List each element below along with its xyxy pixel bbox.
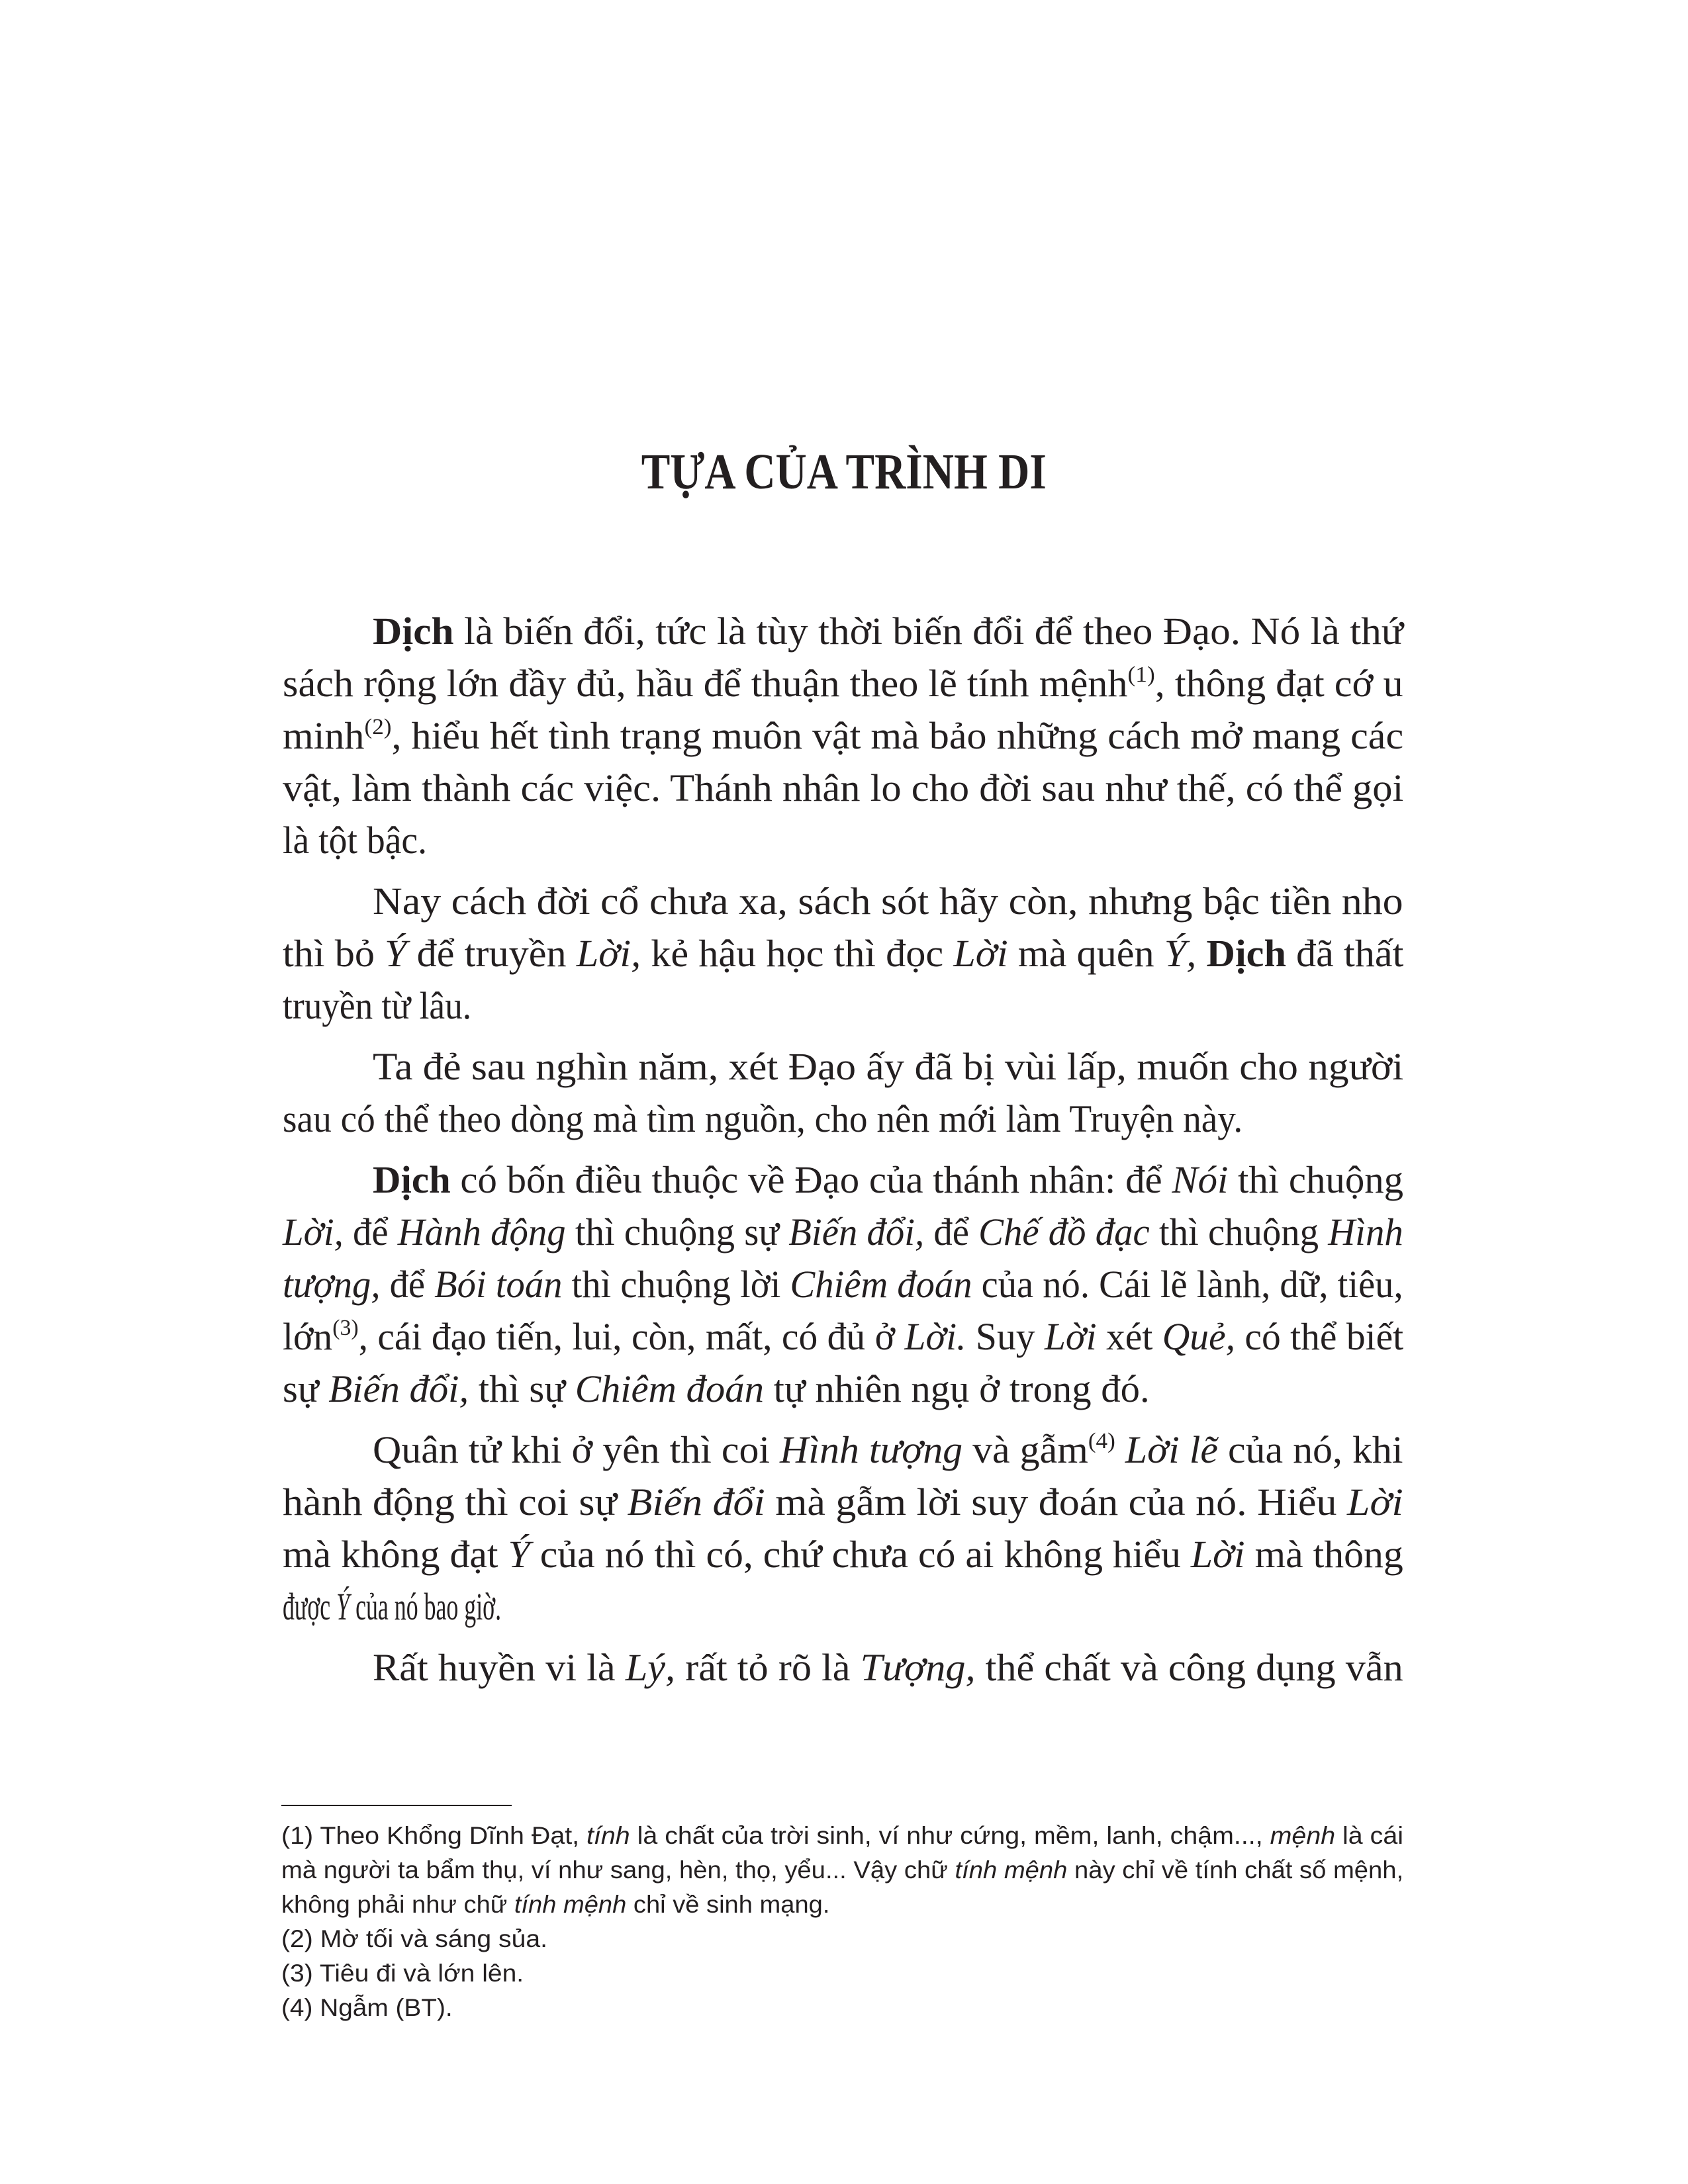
text-run: không phải như chữ [281, 1891, 514, 1918]
body-line [283, 709, 1403, 762]
italic-term: Ý [385, 932, 407, 975]
body-line [373, 875, 1403, 927]
italic-term: Lời [1346, 1480, 1403, 1524]
italic-term: tượng, [283, 1263, 381, 1306]
body-line [283, 1476, 1403, 1528]
italic-term: Tượng, [860, 1646, 976, 1689]
text-run: có bốn điều thuộc về Đạo của thánh nhân: để [450, 1158, 1172, 1201]
italic-term: tính [586, 1822, 630, 1849]
text-run: thể chất và công dụng vẫn [975, 1646, 1403, 1689]
text-run: để truyền [406, 932, 577, 975]
text-run: để [380, 1263, 435, 1306]
italic-term: Hành động [397, 1210, 566, 1253]
italic-term: Lời. [904, 1315, 966, 1358]
italic-term: Lý, [625, 1646, 676, 1689]
text-run: tự nhiên ngụ ở trong đó. [763, 1367, 1150, 1410]
italic-term: Hình [1328, 1210, 1403, 1253]
body-line [283, 1310, 1403, 1363]
text-run: là tột bậc. [283, 819, 428, 862]
italic-term: tính mệnh [955, 1856, 1068, 1884]
text-run: hành động thì coi sự [283, 1480, 628, 1524]
italic-term: Ý [336, 1585, 350, 1628]
italic-term: Chiêm đoán [575, 1367, 764, 1410]
text-run: , cái đạo tiến, lui, còn, mất, có đủ ở [358, 1315, 905, 1358]
italic-term: Lời, [576, 932, 641, 975]
text-run: là cái [1335, 1822, 1403, 1849]
text-run: chỉ về sinh mạng. [626, 1891, 830, 1918]
body-line [283, 1206, 1403, 1258]
footnote-1-line [281, 1888, 829, 1922]
text-run: mà thông [1244, 1533, 1403, 1576]
text-run: thì chuộng sự [565, 1210, 789, 1253]
text-run: thì sự [469, 1367, 575, 1410]
text-run: sự [283, 1367, 329, 1410]
text-run: , thông đạt cớ u [1154, 662, 1403, 705]
text-run: này chỉ về tính chất số mệnh, [1067, 1856, 1404, 1884]
text-run: thì chuộng [1228, 1158, 1404, 1201]
text-run: minh [283, 714, 365, 757]
body-line [283, 1528, 1403, 1580]
italic-term: Biến đổi, [328, 1367, 469, 1410]
text-run: là biến đổi, tức là tùy thời biến đổi để theo Đạo. Nó là thứ [453, 610, 1403, 653]
page-title-text: TỰA CỦA TRÌNH DI [641, 444, 1047, 500]
text-run: mà gẫm lời suy đoán của nó. Hiểu [765, 1480, 1347, 1524]
body-line [373, 1040, 1403, 1093]
body-line [283, 979, 471, 1032]
text-run: Rất huyền vi là [373, 1646, 626, 1689]
body-line [283, 657, 1403, 709]
footnote-separator [281, 1805, 512, 1806]
text-run: và gẫm [962, 1428, 1088, 1471]
italic-term: Lời [1044, 1315, 1097, 1358]
text-run: của nó bao giờ. [350, 1585, 502, 1628]
text-run: Ta đẻ sau nghìn năm, xét Đạo ấy đã bị vùi lấp, muốn cho người [373, 1045, 1404, 1088]
italic-term: Lời [953, 932, 1008, 975]
text-run: lớn [283, 1315, 333, 1358]
italic-term: tính mệnh [514, 1891, 627, 1918]
text-run: xét [1096, 1315, 1162, 1358]
body-line [283, 814, 427, 866]
text-run: Quân tử khi ở yên thì coi [373, 1428, 780, 1471]
italic-term: Chiêm đoán [790, 1263, 972, 1306]
italic-term: Quẻ, [1162, 1315, 1236, 1358]
text-run: (4) Ngẫm (BT). [281, 1994, 453, 2021]
italic-term: Lời [1190, 1533, 1245, 1576]
text-run: thì chuộng [1149, 1210, 1329, 1253]
body-line [283, 1580, 501, 1633]
text-run: , hiểu hết tình trạng muôn vật mà bảo những cách mở mang các [391, 714, 1404, 757]
text-run: (2) Mờ tối và sáng sủa. [281, 1925, 548, 1952]
footnote-ref[interactable]: (4) [1088, 1429, 1115, 1453]
italic-term: Ý [508, 1533, 530, 1576]
body-line [283, 1258, 1403, 1310]
text-run: thì bỏ [283, 932, 385, 975]
text-run: (3) Tiêu đi và lớn lên. [281, 1960, 524, 1987]
body-line [283, 762, 1403, 814]
italic-term: Lời lẽ [1125, 1428, 1218, 1471]
text-run: Nay cách đời cổ chưa xa, sách sót hãy còn, nhưng bậc tiền nho [373, 880, 1403, 923]
footnote-1-line [281, 1819, 1403, 1853]
body-line [373, 1424, 1403, 1476]
italic-term: Chế đồ đạc [978, 1210, 1150, 1253]
bold-term: Dịch [373, 610, 454, 653]
text-run: (1) Theo Khổng Dĩnh Đạt, [281, 1822, 587, 1849]
footnote-1-line [281, 1853, 1403, 1888]
italic-term: Hình tượng [780, 1428, 963, 1471]
text-run: thì chuộng lời [562, 1263, 790, 1306]
text-run: để [924, 1210, 979, 1253]
italic-term: Nói [1172, 1158, 1229, 1201]
text-run: sách rộng lớn đầy đủ, hầu để thuận theo lẽ tính mệnh [283, 662, 1128, 705]
footnote-ref[interactable]: (3) [332, 1316, 359, 1340]
text-run: để [343, 1210, 398, 1253]
footnote-4 [281, 1991, 453, 2025]
italic-term: mệnh [1270, 1822, 1336, 1849]
bold-term: Dịch [1206, 932, 1286, 975]
text-run: Suy [966, 1315, 1045, 1358]
text-run [1115, 1428, 1125, 1471]
text-run: vật, làm thành các việc. Thánh nhân lo cho đời sau như thế, có thể gọi [283, 766, 1404, 809]
body-line [283, 927, 1403, 979]
body-line [373, 1641, 1403, 1694]
body-line [283, 1093, 1243, 1145]
text-run: có thể biết [1235, 1315, 1404, 1358]
italic-term: Biến đổi [627, 1480, 765, 1524]
text-run: mà người ta bẩm thụ, ví như sang, hèn, thọ, yểu... Vậy chữ [281, 1856, 955, 1884]
footnote-3 [281, 1956, 524, 1991]
italic-term: Biến đổi, [788, 1210, 925, 1253]
text-run: sau có thể theo dòng mà tìm nguồn, cho nên mới làm Truyện này. [283, 1097, 1243, 1140]
italic-term: Lời, [283, 1210, 344, 1253]
body-line [373, 605, 1403, 657]
footnote-2 [281, 1922, 547, 1956]
text-run: rất tỏ rõ là [675, 1646, 861, 1689]
text-run: được [283, 1585, 337, 1628]
text-run: của nó. Cái lẽ lành, dữ, tiêu, [972, 1263, 1403, 1306]
text-run: đã thất [1286, 932, 1404, 975]
bold-term: Dịch [373, 1158, 451, 1201]
text-run: của nó, khi [1217, 1428, 1403, 1471]
text-run: truyền từ lâu. [283, 984, 472, 1027]
text-run: kẻ hậu học thì đọc [641, 932, 954, 975]
text-run: của nó thì có, chứ chưa có ai không hiểu [530, 1533, 1191, 1576]
text-run [1196, 932, 1206, 975]
body-line [283, 1363, 1150, 1415]
text-run: là chất của trời sinh, ví như cứng, mềm, lanh, chậm..., [630, 1822, 1270, 1849]
text-run: mà không đạt [283, 1533, 508, 1576]
body-line [373, 1154, 1403, 1206]
footnote-ref[interactable]: (2) [364, 715, 392, 739]
italic-term: Bói toán [434, 1263, 563, 1306]
text-run: mà quên [1008, 932, 1164, 975]
italic-term: Ý, [1164, 932, 1197, 975]
page-title [0, 442, 1688, 502]
footnote-ref[interactable]: (1) [1127, 662, 1155, 687]
